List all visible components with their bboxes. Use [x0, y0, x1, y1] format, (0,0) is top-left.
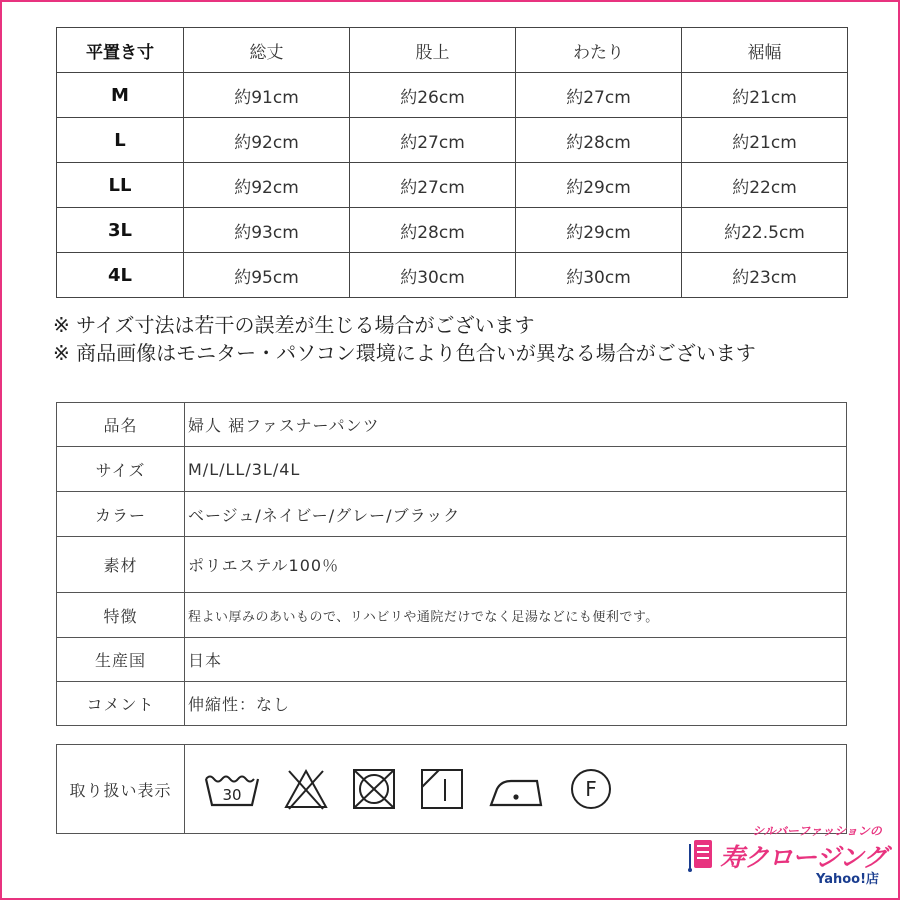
table-cell: 約27cm	[350, 118, 516, 163]
table-cell: 約26cm	[350, 73, 516, 118]
kimono-icon	[684, 838, 716, 872]
shop-store-label: Yahoo!店	[816, 872, 880, 887]
table-cell: 約22.5cm	[682, 208, 848, 253]
size-label: 3L	[57, 208, 184, 253]
shop-logo	[680, 820, 890, 892]
info-key-comment: コメント	[57, 682, 185, 726]
table-row	[57, 403, 847, 447]
drip-dry-icon	[419, 767, 465, 811]
info-value-material: ポリエステル100％	[185, 537, 847, 593]
info-key-color: カラー	[57, 492, 185, 537]
size-table	[56, 27, 848, 298]
info-key-product-name: 品名	[57, 403, 185, 447]
table-cell: 約28cm	[350, 208, 516, 253]
size-label: M	[57, 73, 184, 118]
size-label: LL	[57, 163, 184, 208]
wash-30-icon	[203, 769, 261, 809]
table-row	[57, 638, 847, 682]
note-color-difference: ※ 商品画像はモニター・パソコン環境により色合いが異なる場合がございます	[53, 341, 756, 365]
table-cell: 約28cm	[516, 118, 682, 163]
care-label: 取り扱い表示	[57, 745, 185, 834]
product-info-table	[56, 402, 847, 726]
disclaimer-notes	[53, 311, 756, 367]
column-header-length: 総丈	[184, 28, 350, 73]
info-value-features: 程よい厚みのあいもので、リハビリや通院だけでなく足湯などにも便利です。	[185, 593, 847, 638]
low-iron-icon	[487, 769, 545, 809]
no-tumble-dry-icon	[351, 767, 397, 811]
table-cell: 約27cm	[350, 163, 516, 208]
table-cell: 約27cm	[516, 73, 682, 118]
shop-tagline: シルバーファッションの	[752, 824, 882, 838]
table-cell: 約22cm	[682, 163, 848, 208]
info-value-comment: 伸縮性：なし	[185, 682, 847, 726]
size-label: L	[57, 118, 184, 163]
table-row	[57, 492, 847, 537]
note-size-error: ※ サイズ寸法は若干の誤差が生じる場合がございます	[53, 313, 535, 337]
table-row	[57, 163, 848, 208]
table-row	[57, 253, 848, 298]
table-row	[57, 447, 847, 492]
table-row	[57, 593, 847, 638]
size-table-corner-label: 平置き寸	[57, 28, 184, 73]
table-cell: 約30cm	[350, 253, 516, 298]
info-value-color: ベージュ/ネイビー/グレー/ブラック	[185, 492, 847, 537]
wash-temp-text: 30	[222, 786, 242, 804]
table-cell: 約91cm	[184, 73, 350, 118]
column-header-rise: 股上	[350, 28, 516, 73]
table-row	[57, 682, 847, 726]
info-key-material: 素材	[57, 537, 185, 593]
table-cell: 約93cm	[184, 208, 350, 253]
table-row	[57, 208, 848, 253]
table-cell: 約29cm	[516, 163, 682, 208]
dry-clean-letter: F	[585, 777, 597, 801]
table-cell: 約95cm	[184, 253, 350, 298]
table-row	[57, 73, 848, 118]
no-bleach-icon	[283, 767, 329, 811]
info-value-origin: 日本	[185, 638, 847, 682]
table-cell: 約21cm	[682, 118, 848, 163]
size-table-header	[57, 28, 848, 73]
dry-clean-f-icon	[567, 767, 615, 811]
info-key-size: サイズ	[57, 447, 185, 492]
table-cell: 約30cm	[516, 253, 682, 298]
table-row	[57, 118, 848, 163]
column-header-hem: 裾幅	[682, 28, 848, 73]
table-row	[57, 537, 847, 593]
table-cell: 約29cm	[516, 208, 682, 253]
table-cell: 約21cm	[682, 73, 848, 118]
column-header-thigh: わたり	[516, 28, 682, 73]
table-cell: 約92cm	[184, 163, 350, 208]
shop-name: 寿クロージング	[720, 843, 887, 872]
size-label: 4L	[57, 253, 184, 298]
info-key-features: 特徴	[57, 593, 185, 638]
info-key-origin: 生産国	[57, 638, 185, 682]
info-value-size: M/L/LL/3L/4L	[185, 447, 847, 492]
table-cell: 約92cm	[184, 118, 350, 163]
table-cell: 約23cm	[682, 253, 848, 298]
info-value-product-name: 婦人 裾ファスナーパンツ	[185, 403, 847, 447]
